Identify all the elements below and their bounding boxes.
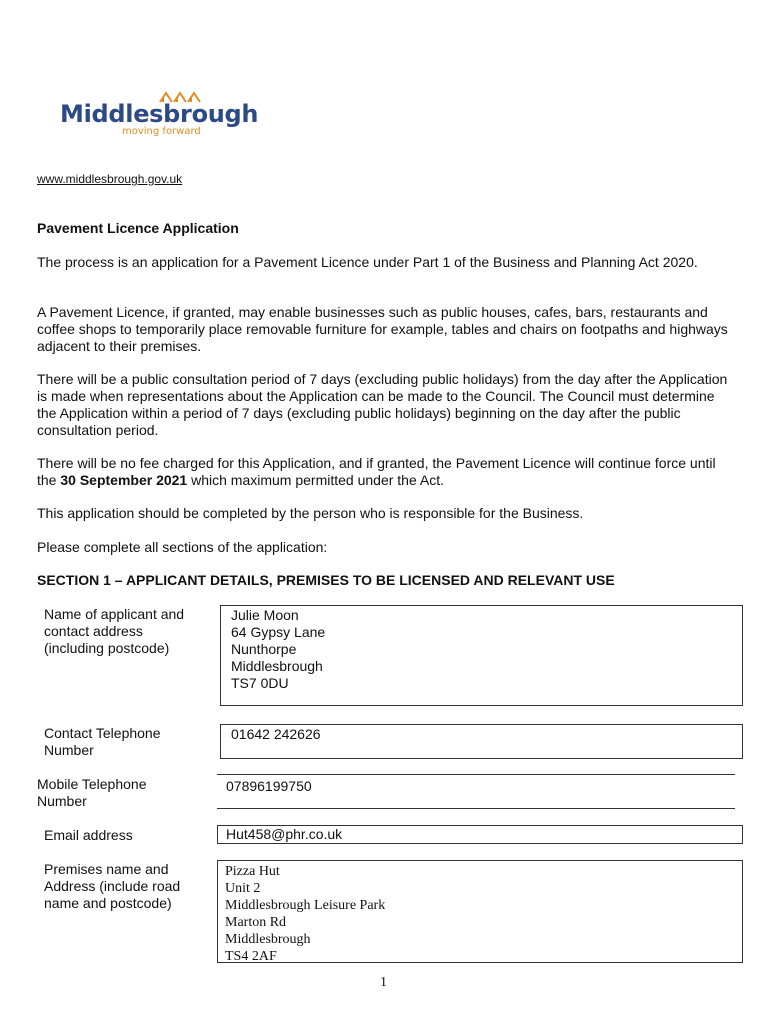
email-label: Email address: [44, 827, 133, 843]
mobile-phone-label: Mobile Telephone Number: [37, 776, 147, 809]
fee-text-end: which maximum permitted under the Act.: [187, 472, 444, 488]
instruction-paragraph: Please complete all sections of the application:: [37, 539, 328, 555]
licence-description-paragraph: A Pavement Licence, if granted, may enable businesses such as public houses, cafes, bars, restaurants and coffee shops to temporarily place removable furniture for example, tables and chairs on footpaths and highways adjacent to their premises.: [37, 304, 728, 354]
logo-tagline: moving forward: [122, 126, 201, 137]
premises-address-field[interactable]: Pizza Hut Unit 2 Middlesbrough Leisure Park Marton Rd Middlesbrough TS4 2AF: [217, 860, 743, 963]
mobile-phone-field[interactable]: 07896199750: [217, 774, 735, 809]
page-number: 1: [380, 975, 387, 990]
contact-phone-field[interactable]: 01642 242626: [220, 724, 743, 759]
fee-text-start: There will be no fee charged for this Application, and if granted, the Pavement Licence will continue force until the: [37, 455, 716, 488]
email-field[interactable]: Hut458@phr.co.uk: [217, 825, 743, 844]
expiry-date: 30 September 2021: [60, 472, 188, 488]
fee-paragraph: [37, 455, 737, 489]
intro-paragraph: The process is an application for a Pavement Licence under Part 1 of the Business and Planning Act 2020.: [37, 254, 698, 270]
logo-name: Middlesbrough: [60, 100, 259, 128]
contact-phone-label: Contact Telephone Number: [44, 725, 161, 758]
responsibility-paragraph: This application should be completed by the person who is responsible for the Business.: [37, 505, 584, 521]
council-logo: [60, 88, 259, 140]
consultation-paragraph: There will be a public consultation period of 7 days (excluding public holidays) from the day after the Application is made when representations about the Application can be made to the Council. The Council must determine the Application within a period of 7 days (excluding public holidays) beginning on the day after the public consultation period.: [37, 371, 728, 438]
applicant-label: Name of applicant and contact address (including postcode): [44, 606, 185, 656]
section-1-title: SECTION 1 – APPLICANT DETAILS, PREMISES TO BE LICENSED AND RELEVANT USE: [37, 572, 615, 588]
page-title: Pavement Licence Application: [37, 220, 239, 236]
premises-label: Premises name and Address (include road name and postcode): [44, 861, 181, 911]
applicant-address-field[interactable]: Julie Moon 64 Gypsy Lane Nunthorpe Middlesbrough TS7 0DU: [220, 605, 743, 706]
website-link[interactable]: www.middlesbrough.gov.uk: [37, 172, 183, 186]
